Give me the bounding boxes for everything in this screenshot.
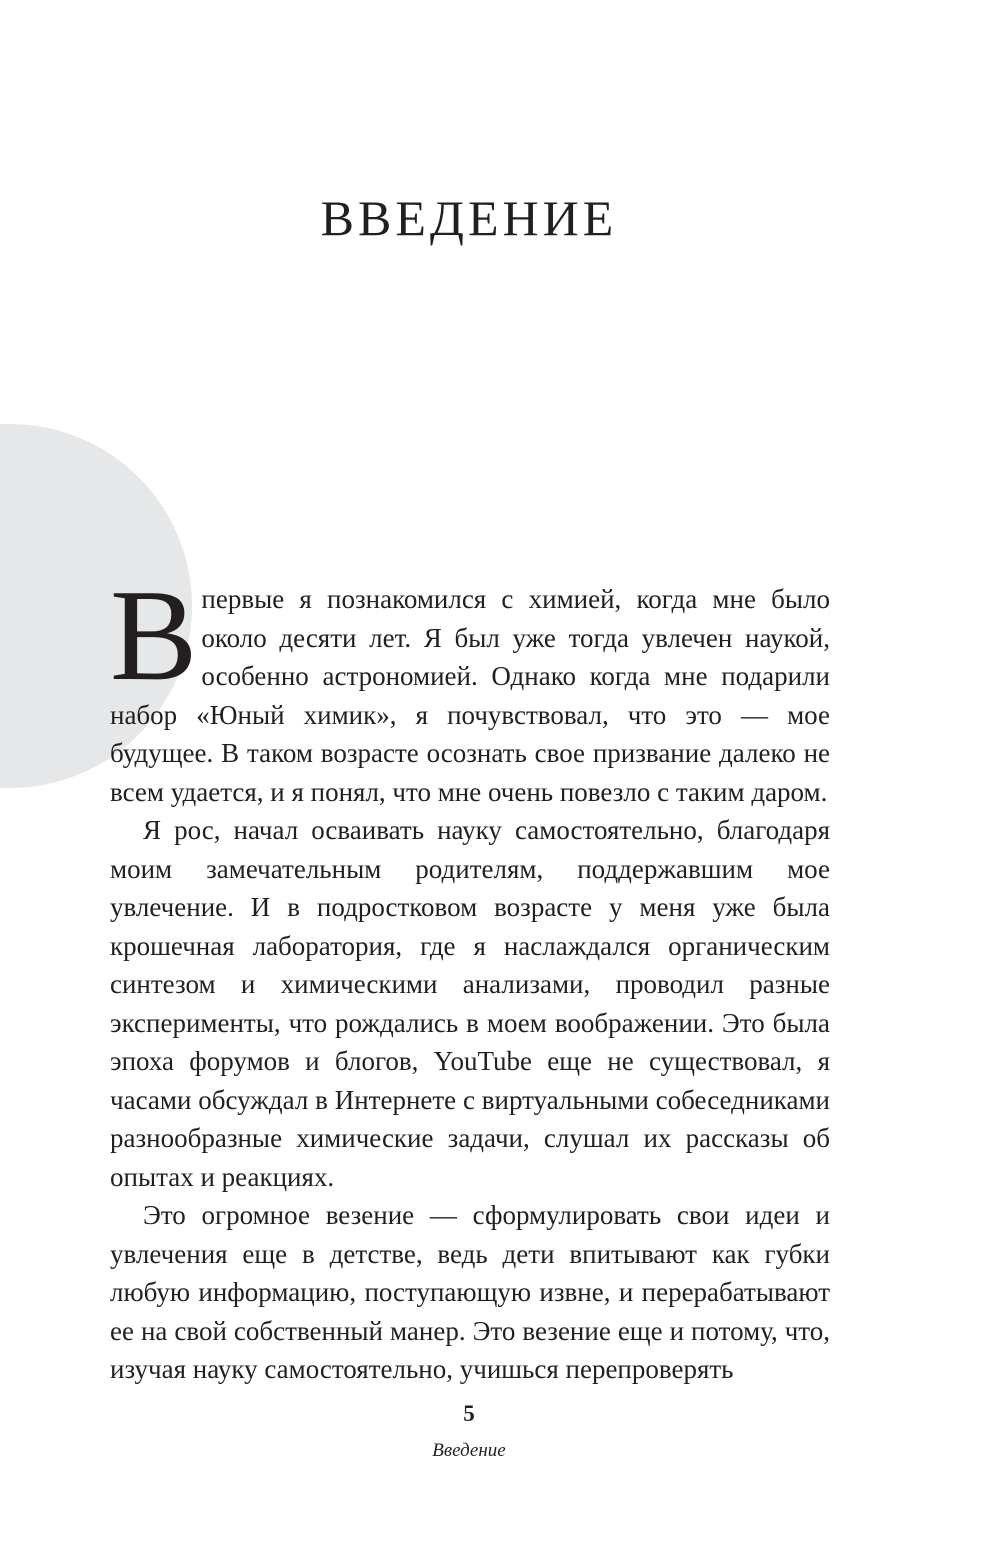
- paragraph-1: [110, 563, 830, 811]
- chapter-title: ВВЕДЕНИЕ: [320, 190, 618, 246]
- running-title: Введение: [432, 1440, 506, 1461]
- paragraph-3: Это огромное везение — сформулировать свои идеи и увлечения еще в детстве, ведь дети впитывают как губки любую информацию, поступающую извне, и перерабатывают ее на свой собственный манер. Это везение еще и потому, что, изучая науку самостоятельно, учишься перепроверять: [110, 1200, 830, 1384]
- drop-cap: В: [110, 563, 198, 708]
- paragraph-2: Я рос, начал осваивать науку самостоятельно, благодаря моим замечательным родителям, поддержавшим мое увлечение. И в подростковом возрасте у меня уже была крошечная лаборатория, где я наслаждался органическим синтезом и химическими анализами, проводил разные эксперименты, что рождались в моем воображении. Это была эпоха форумов и блогов, YouTube еще не существовал, я часами обсуждал в Интернете с виртуальными собеседниками разнообразные химические задачи, слушал их рассказы об опытах и реакциях.: [110, 815, 830, 1192]
- page-number: 5: [463, 1401, 475, 1426]
- body-text: [110, 563, 830, 1389]
- paragraph-1-text: первые я познакомился с химией, когда мне было около десяти лет. Я был уже тогда увлечен наукой, особенно астрономией. Однако когда мне подарили набор «Юный химик», я почувствовал, что это — мое будущее. В таком возрасте осознать свое призвание далеко не всем удается, и я понял, что мне очень повезло с таким даром.: [110, 584, 830, 807]
